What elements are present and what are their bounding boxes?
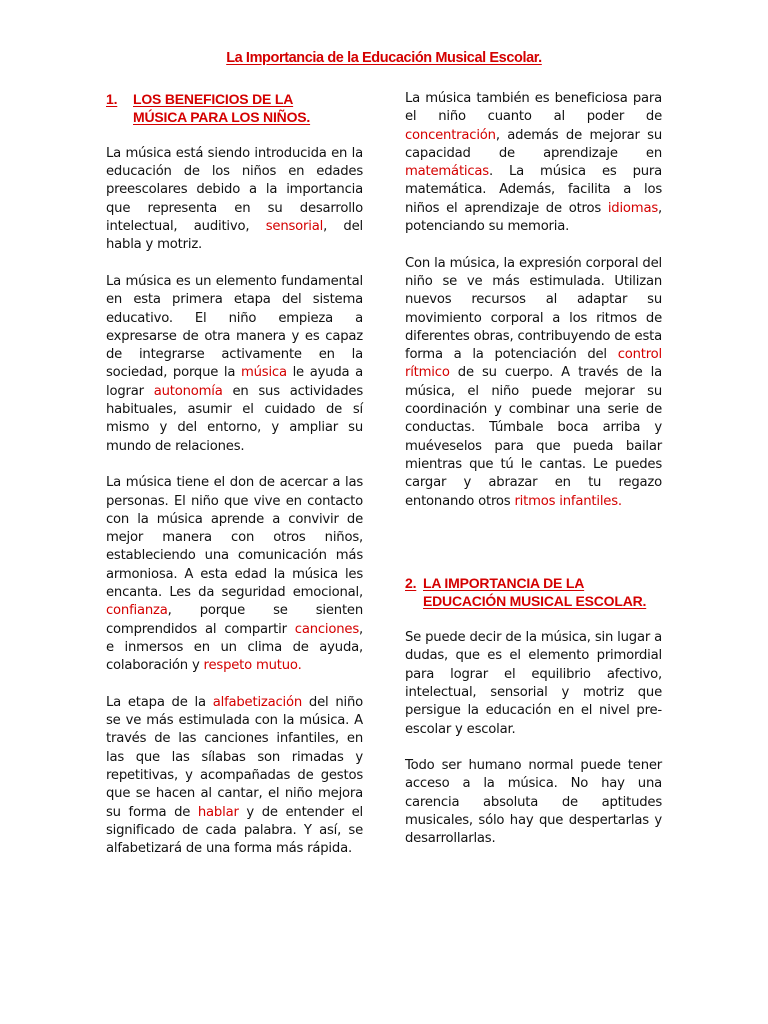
paragraph-text: . La música es pura matemática. Además, facilita a los niños el aprendizaje de otros: [405, 164, 662, 216]
highlight-hablar: hablar: [197, 804, 239, 820]
highlight-alfabetizacion: alfabetización: [212, 694, 303, 710]
paragraph-concentracion: [405, 90, 662, 236]
paragraph-text: La música tiene el don de acercar a las personas. El niño que vive en contacto con la música aprende a convivir de mejor manera con otros niños, estableciendo una comunicación más armoniosa. A esta edad la música les encanta. Les da seguridad emocional,: [106, 475, 363, 601]
paragraph-text: , potenciando su memoria.: [405, 200, 662, 235]
highlight-ritmos-infantiles: ritmos infantiles: [514, 493, 618, 509]
paragraph-alfabetizacion: [106, 694, 363, 859]
paragraph-text: , porque se sienten comprendidos al compartir: [106, 603, 363, 637]
section-1-heading: [106, 90, 363, 127]
paragraph-personas: [106, 474, 363, 675]
section-1-heading-text: [133, 90, 363, 127]
paragraph-text: La música también es beneficiosa para el niño cuanto al poder de: [405, 91, 662, 125]
paragraph-text: en sus actividades habituales, asumir el cuidado de sí mismo y del entorno, y ampliar su mundo de relaciones.: [106, 383, 363, 454]
paragraph-equilibrio: Se puede decir de la música, sin lugar a dudas, que es el elemento primordial para lograr el equilibrio afectivo, intelectual, sensorial y motriz que persigue la educación en el nivel pre-escolar y escolar.: [405, 630, 662, 737]
paragraph-acceso: Todo ser humano normal puede tener acceso a la música. No hay una carencia absoluta de aptitudes musicales, sólo hay que despertarlas y desarrollarlas.: [405, 758, 662, 847]
paragraph-text: .: [617, 493, 622, 509]
right-column: [405, 90, 662, 867]
paragraph-text: le ayuda a lograr: [106, 365, 363, 399]
paragraph-text: , además de mejorar su capacidad de aprendizaje en: [405, 127, 662, 161]
paragraph-text: del niño se ve más estimulada con la música. A través de las canciones infantiles, en las que las sílabas son rimadas y repetitivas, y acompañadas de gestos que se hacen al cantar, el niño mejora su forma de: [106, 694, 363, 820]
paragraph-text: La etapa de la: [106, 694, 206, 710]
section-1-number: 1.: [106, 91, 118, 107]
section-2-heading-text: [423, 574, 662, 611]
paragraph-text: de su cuerpo. A través de la música, el niño puede mejorar su coordinación y combinar una serie de conductas. Túmbale boca arriba y muéveselos para que pueda bailar mientras que tú le cantas. Le puedes cargar y abrazar en tu regazo entonando otros: [405, 365, 662, 509]
section-2-heading: [405, 574, 662, 611]
highlight-canciones: canciones: [294, 621, 359, 637]
paragraph-intro: [106, 145, 363, 255]
paragraph-expresion-corporal: [405, 255, 662, 511]
paragraph-text: Con la música, la expresión corporal del niño se ve más estimulada. Utilizan nuevos recursos al adaptar su movimiento corporal a los ritmos de diferentes obras, contribuyendo de esta forma a la potenciación del: [405, 255, 662, 363]
section-1-heading-line-1: LOS BENEFICIOS DE LA: [133, 91, 294, 107]
section-1-heading-line-2: MÚSICA PARA LOS NIÑOS.: [133, 109, 311, 126]
spacer: [405, 529, 662, 574]
section-2-number: 2.: [405, 575, 417, 592]
section-2-heading-line-2: EDUCACIÓN MUSICAL ESCOLAR.: [423, 593, 647, 610]
highlight-control-ritmico: control rítmico: [405, 347, 662, 381]
highlight-autonomia: autonomía: [153, 383, 223, 399]
highlight-musica: música: [240, 365, 287, 381]
section-2-heading-line-1: LA IMPORTANCIA DE LA: [423, 575, 585, 592]
left-column: [106, 90, 363, 877]
paragraph-text: La música es un elemento fundamental en esta primera etapa del sistema educativo. El niño empieza a expresarse de otra manera y es capaz de integrarse activamente en la sociedad, porque la: [106, 273, 363, 381]
highlight-idiomas: idiomas: [607, 200, 658, 216]
paragraph-text: .: [297, 658, 302, 674]
document-title: La Importancia de la Educación Musical Escolar.: [226, 50, 542, 66]
highlight-confianza: confianza: [106, 603, 168, 619]
highlight-sensorial: sensorial: [265, 219, 324, 235]
highlight-concentracion: concentración: [405, 127, 496, 143]
spacer: [405, 611, 662, 629]
paragraph-text: , e inmersos en un clima de ayuda, colaboración y: [106, 621, 363, 674]
highlight-matematicas: matemáticas: [405, 164, 489, 180]
paragraph-text: La música está siendo introducida en la educación de los niños en edades preescolares debido a la importancia que representa en su desarrollo intelectual, auditivo,: [106, 145, 363, 235]
highlight-respeto-mutuo: respeto mutuo: [203, 658, 298, 674]
spacer: [106, 127, 363, 145]
paragraph-fundamental: [106, 273, 363, 456]
paragraph-text: , del habla y motriz.: [106, 219, 363, 253]
paragraph-text: y de entender el significado de cada palabra. Y así, se alfabetizará de una forma más rápida.: [106, 804, 364, 857]
